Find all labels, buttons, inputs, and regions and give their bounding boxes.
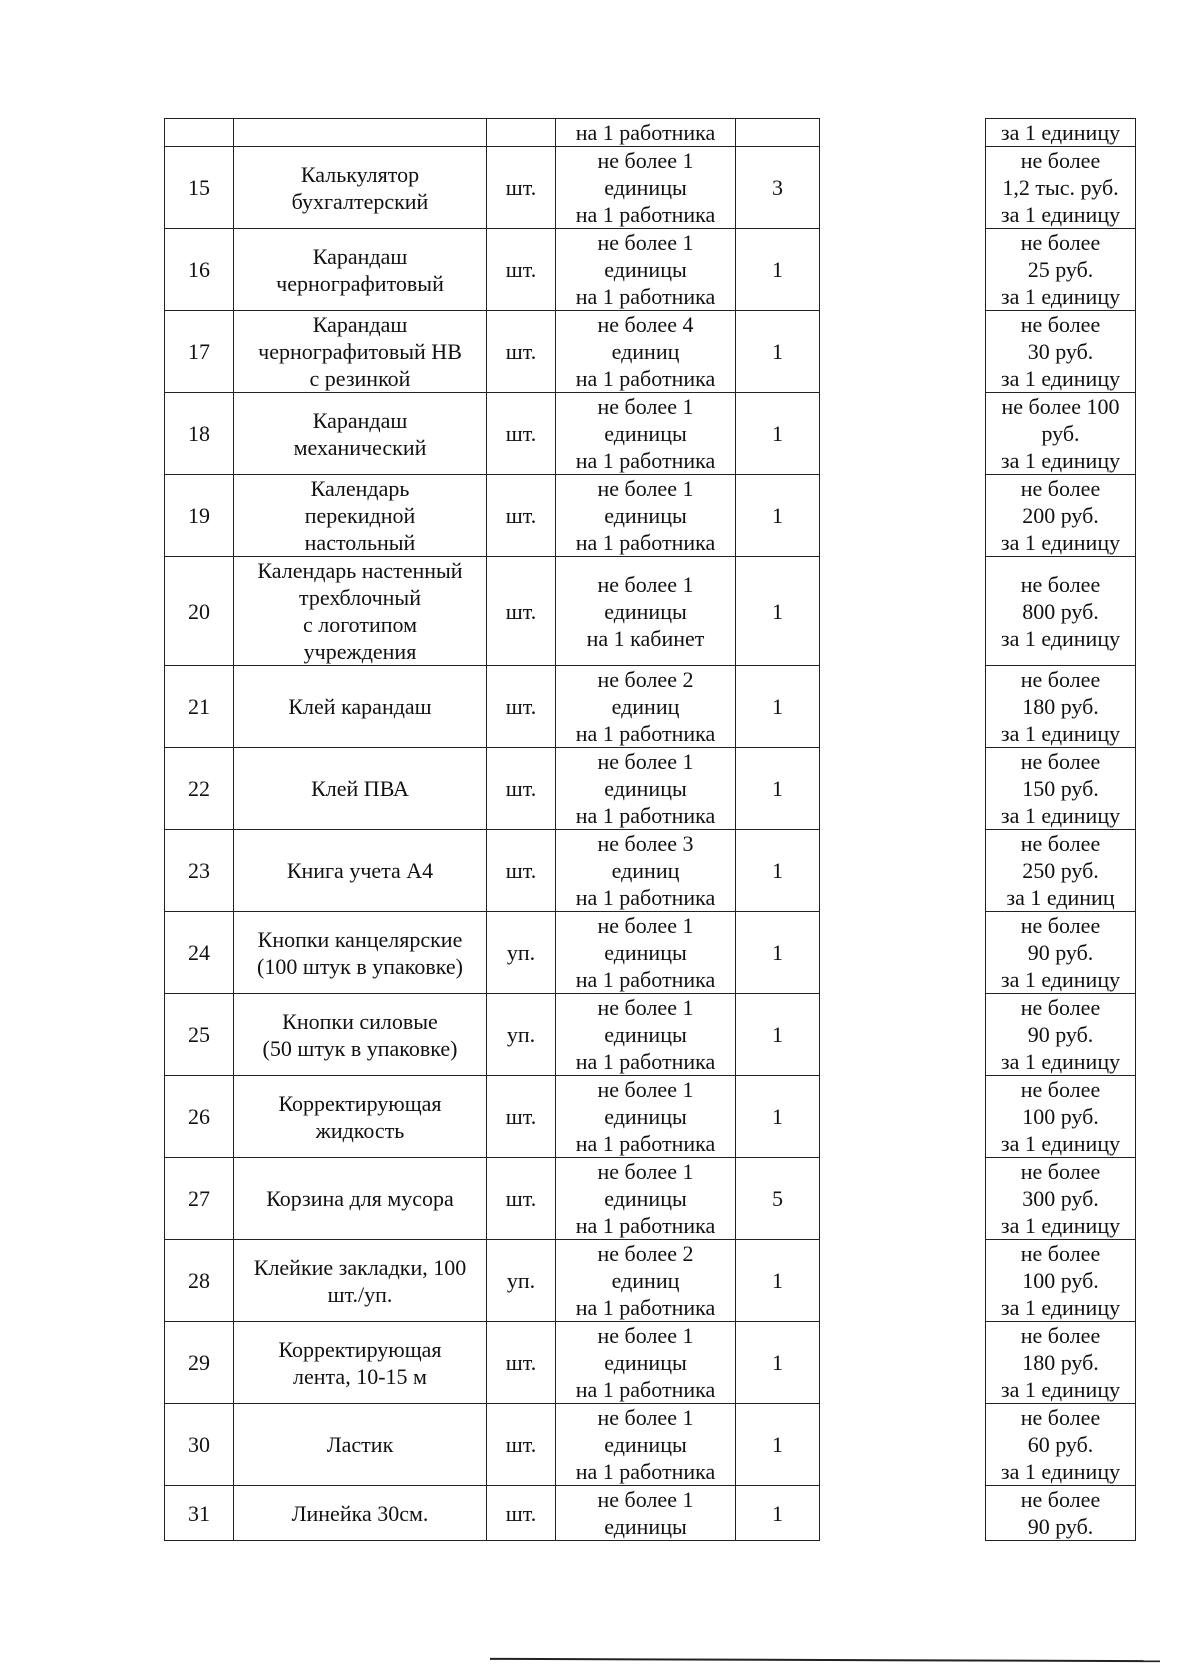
table-row <box>165 994 1136 1076</box>
empty-gap-cell <box>820 748 986 830</box>
row-number-cell: 30 <box>165 1404 234 1486</box>
row-number-cell: 29 <box>165 1322 234 1404</box>
price-cell: не более 100 руб. за 1 единицу <box>986 1076 1136 1158</box>
row-number-cell: 16 <box>165 229 234 311</box>
quantity-cell: 1 <box>736 1322 820 1404</box>
empty-gap-cell <box>820 475 986 557</box>
unit-cell: шт. <box>487 748 556 830</box>
price-cell: не более 90 руб. за 1 единицу <box>986 912 1136 994</box>
quantity-cell: 1 <box>736 1404 820 1486</box>
norm-cell: не более 4 единиц на 1 работника <box>556 311 736 393</box>
norm-cell: не более 1 единицы на 1 кабинет <box>556 557 736 666</box>
quantity-cell: 1 <box>736 475 820 557</box>
unit-cell: шт. <box>487 1404 556 1486</box>
unit-cell: шт. <box>487 1076 556 1158</box>
price-cell: не более 300 руб. за 1 единицу <box>986 1158 1136 1240</box>
table-row <box>165 393 1136 475</box>
row-number-cell: 17 <box>165 311 234 393</box>
item-name-cell: Линейка 30см. <box>234 1486 487 1541</box>
table-row <box>165 557 1136 666</box>
item-name-cell <box>234 119 487 147</box>
norm-cell: не более 1 единицы на 1 работника <box>556 229 736 311</box>
unit-cell: шт. <box>487 1322 556 1404</box>
item-name-cell: Календарь настенный трехблочный с логотипом учреждения <box>234 557 487 666</box>
price-cell: не более 30 руб. за 1 единицу <box>986 311 1136 393</box>
unit-cell: шт. <box>487 229 556 311</box>
norm-cell: не более 1 единицы на 1 работника <box>556 1404 736 1486</box>
table-row <box>165 1076 1136 1158</box>
item-name-cell: Корректирующая лента, 10-15 м <box>234 1322 487 1404</box>
empty-gap-cell <box>820 557 986 666</box>
item-name-cell: Корзина для мусора <box>234 1158 487 1240</box>
quantity-cell: 1 <box>736 557 820 666</box>
price-cell: не более 90 руб. <box>986 1486 1136 1541</box>
quantity-cell: 1 <box>736 994 820 1076</box>
table-row <box>165 475 1136 557</box>
quantity-cell: 1 <box>736 393 820 475</box>
empty-gap-cell <box>820 1404 986 1486</box>
unit-cell: шт. <box>487 1158 556 1240</box>
row-number-cell: 19 <box>165 475 234 557</box>
quantity-cell: 3 <box>736 147 820 229</box>
item-name-cell: Клей ПВА <box>234 748 487 830</box>
row-number-cell: 15 <box>165 147 234 229</box>
unit-cell: шт. <box>487 666 556 748</box>
empty-gap-cell <box>820 912 986 994</box>
price-cell: не более 150 руб. за 1 единицу <box>986 748 1136 830</box>
price-cell: не более 800 руб. за 1 единицу <box>986 557 1136 666</box>
table-row <box>165 229 1136 311</box>
unit-cell: шт. <box>487 557 556 666</box>
empty-gap-cell <box>820 119 986 147</box>
row-number-cell: 20 <box>165 557 234 666</box>
unit-cell: уп. <box>487 1240 556 1322</box>
empty-gap-cell <box>820 1240 986 1322</box>
price-cell: не более 90 руб. за 1 единицу <box>986 994 1136 1076</box>
table-body <box>165 119 1136 1541</box>
table-row-continued <box>165 119 1136 147</box>
unit-cell: шт. <box>487 311 556 393</box>
quantity-cell: 1 <box>736 666 820 748</box>
empty-gap-cell <box>820 666 986 748</box>
table-row <box>165 1486 1136 1541</box>
unit-cell: уп. <box>487 912 556 994</box>
supplies-norms-table <box>164 118 1136 1541</box>
row-number-cell: 25 <box>165 994 234 1076</box>
unit-cell: шт. <box>487 147 556 229</box>
norm-cell: не более 2 единиц на 1 работника <box>556 666 736 748</box>
quantity-cell: 1 <box>736 912 820 994</box>
item-name-cell: Календарь перекидной настольный <box>234 475 487 557</box>
empty-gap-cell <box>820 830 986 912</box>
table-row <box>165 1240 1136 1322</box>
norm-cell: не более 1 единицы на 1 работника <box>556 748 736 830</box>
norm-cell: не более 1 единицы на 1 работника <box>556 475 736 557</box>
unit-cell: шт. <box>487 830 556 912</box>
item-name-cell: Карандаш чернографитовый <box>234 229 487 311</box>
unit-cell <box>487 119 556 147</box>
item-name-cell: Корректирующая жидкость <box>234 1076 487 1158</box>
empty-gap-cell <box>820 229 986 311</box>
price-cell: не более 250 руб. за 1 единиц <box>986 830 1136 912</box>
item-name-cell: Клей карандаш <box>234 666 487 748</box>
row-number-cell: 28 <box>165 1240 234 1322</box>
unit-cell: уп. <box>487 994 556 1076</box>
quantity-cell: 1 <box>736 1076 820 1158</box>
row-number-cell: 27 <box>165 1158 234 1240</box>
quantity-cell: 1 <box>736 748 820 830</box>
table-row <box>165 1404 1136 1486</box>
empty-gap-cell <box>820 994 986 1076</box>
empty-gap-cell <box>820 393 986 475</box>
empty-gap-cell <box>820 1322 986 1404</box>
table-row <box>165 1158 1136 1240</box>
unit-cell: шт. <box>487 475 556 557</box>
table-row <box>165 830 1136 912</box>
item-name-cell: Карандаш механический <box>234 393 487 475</box>
row-number-cell: 31 <box>165 1486 234 1541</box>
empty-gap-cell <box>820 311 986 393</box>
norm-cell: не более 1 единицы <box>556 1486 736 1541</box>
norm-cell: не более 1 единицы на 1 работника <box>556 1158 736 1240</box>
quantity-cell: 1 <box>736 830 820 912</box>
norm-cell: не более 1 единицы на 1 работника <box>556 1322 736 1404</box>
empty-gap-cell <box>820 1076 986 1158</box>
price-cell: не более 180 руб. за 1 единицу <box>986 1322 1136 1404</box>
unit-cell: шт. <box>487 1486 556 1541</box>
row-number-cell: 18 <box>165 393 234 475</box>
empty-gap-cell <box>820 147 986 229</box>
price-cell: не более 100 руб. за 1 единицу <box>986 393 1136 475</box>
price-cell: не более 60 руб. за 1 единицу <box>986 1404 1136 1486</box>
table-row <box>165 311 1136 393</box>
norm-cell: не более 1 единицы на 1 работника <box>556 912 736 994</box>
table-row <box>165 1322 1136 1404</box>
row-number-cell: 23 <box>165 830 234 912</box>
item-name-cell: Ластик <box>234 1404 487 1486</box>
empty-gap-cell <box>820 1158 986 1240</box>
quantity-cell: 5 <box>736 1158 820 1240</box>
norm-cell: не более 1 единицы на 1 работника <box>556 147 736 229</box>
unit-cell: шт. <box>487 393 556 475</box>
item-name-cell: Книга учета А4 <box>234 830 487 912</box>
item-name-cell: Клейкие закладки, 100 шт./уп. <box>234 1240 487 1322</box>
price-cell: не более 25 руб. за 1 единицу <box>986 229 1136 311</box>
norm-cell: не более 1 единицы на 1 работника <box>556 994 736 1076</box>
price-cell: не более 100 руб. за 1 единицу <box>986 1240 1136 1322</box>
item-name-cell: Кнопки силовые (50 штук в упаковке) <box>234 994 487 1076</box>
norm-cell: не более 1 единицы на 1 работника <box>556 393 736 475</box>
item-name-cell: Кнопки канцелярские (100 штук в упаковке) <box>234 912 487 994</box>
norm-cell: не более 2 единиц на 1 работника <box>556 1240 736 1322</box>
row-number-cell: 22 <box>165 748 234 830</box>
quantity-cell: 1 <box>736 311 820 393</box>
item-name-cell: Карандаш чернографитовый НВ с резинкой <box>234 311 487 393</box>
table-row <box>165 666 1136 748</box>
price-cell: не более 180 руб. за 1 единицу <box>986 666 1136 748</box>
row-number-cell: 26 <box>165 1076 234 1158</box>
row-number-cell <box>165 119 234 147</box>
norm-cell: не более 3 единиц на 1 работника <box>556 830 736 912</box>
quantity-cell <box>736 119 820 147</box>
row-number-cell: 24 <box>165 912 234 994</box>
table-row <box>165 912 1136 994</box>
empty-gap-cell <box>820 1486 986 1541</box>
table-row <box>165 147 1136 229</box>
norm-cell: не более 1 единицы на 1 работника <box>556 1076 736 1158</box>
price-cell: не более 1,2 тыс. руб. за 1 единицу <box>986 147 1136 229</box>
bottom-edge-line <box>490 1658 1160 1662</box>
quantity-cell: 1 <box>736 229 820 311</box>
table-row <box>165 748 1136 830</box>
quantity-cell: 1 <box>736 1486 820 1541</box>
quantity-cell: 1 <box>736 1240 820 1322</box>
price-cell: за 1 единицу <box>986 119 1136 147</box>
norm-cell: на 1 работника <box>556 119 736 147</box>
price-cell: не более 200 руб. за 1 единицу <box>986 475 1136 557</box>
item-name-cell: Калькулятор бухгалтерский <box>234 147 487 229</box>
row-number-cell: 21 <box>165 666 234 748</box>
